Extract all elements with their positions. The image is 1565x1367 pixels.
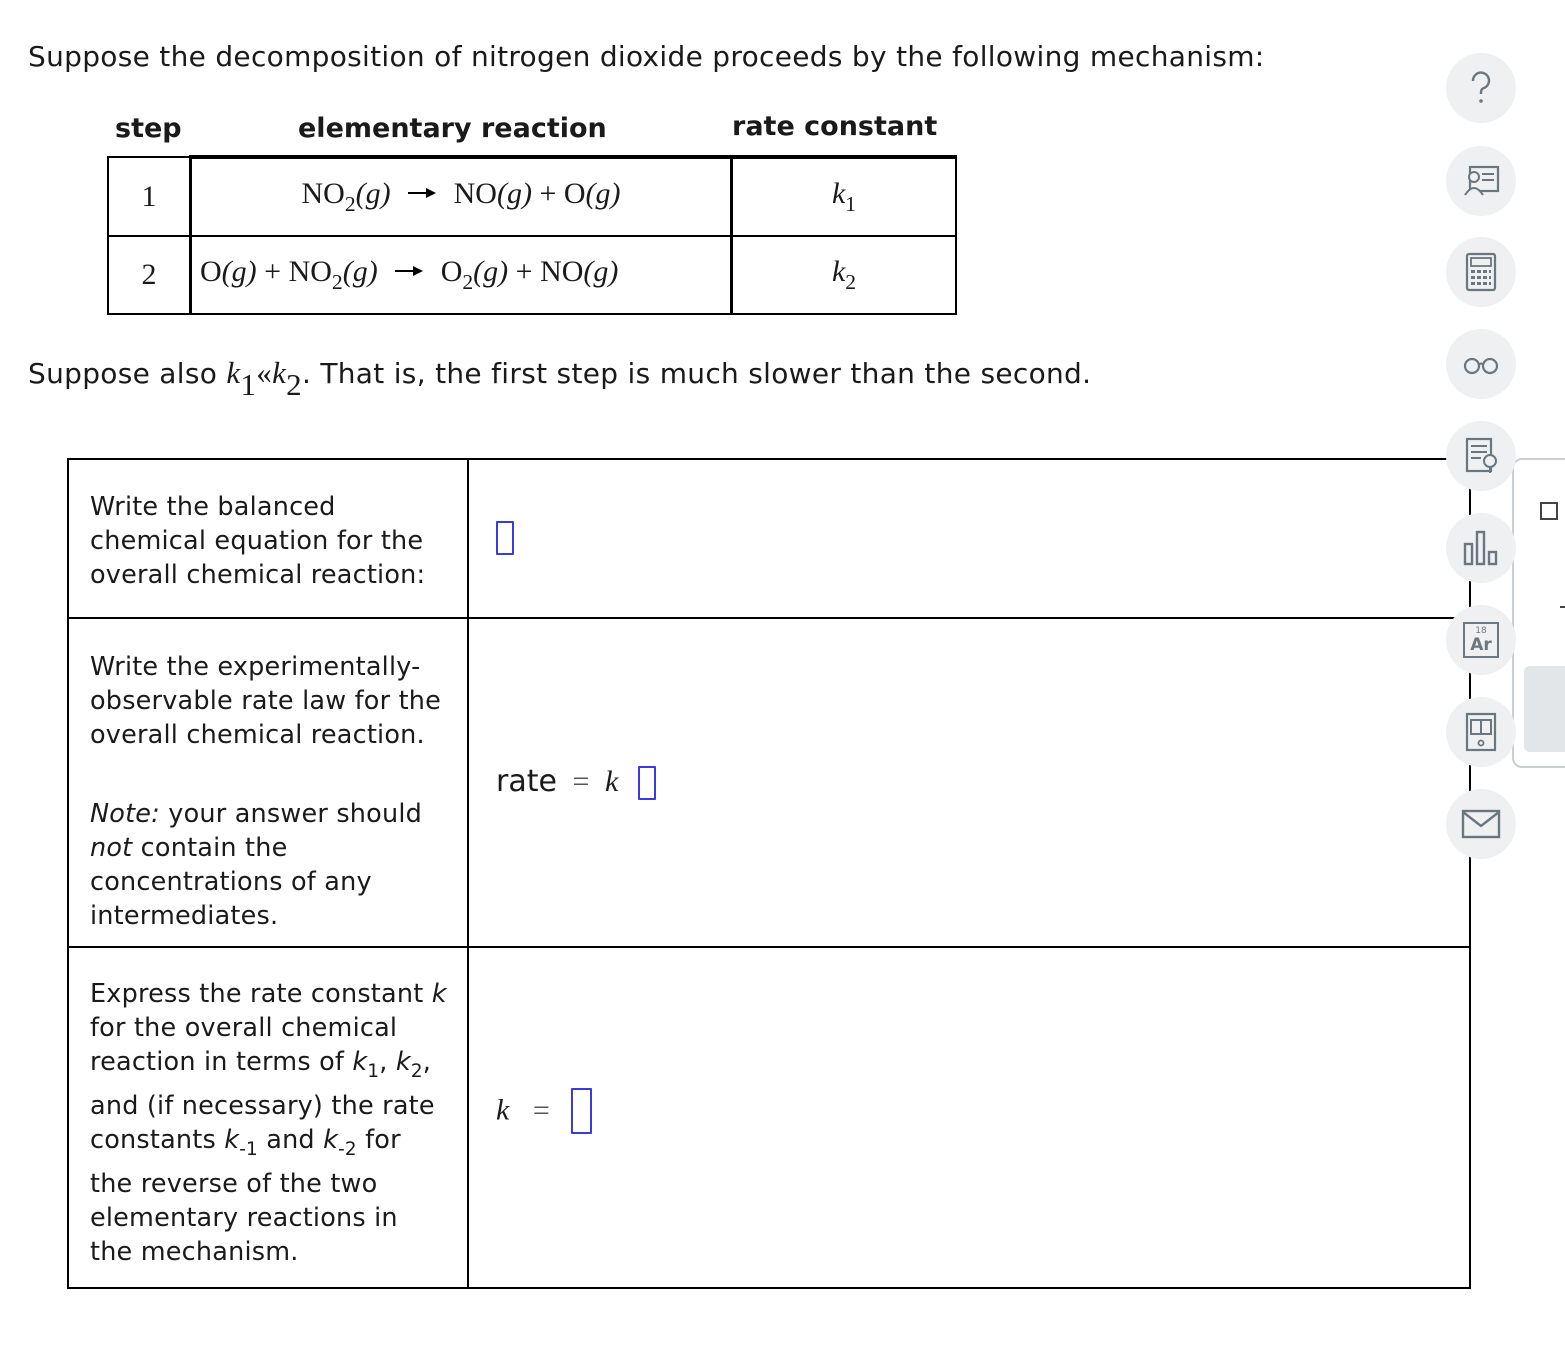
calculator-icon (1463, 251, 1499, 293)
question-cell (68, 618, 468, 947)
plus-sign: + (539, 176, 557, 210)
species: O (440, 254, 463, 288)
plus-sign: + (264, 254, 282, 288)
question-prompt (69, 948, 467, 1269)
textbook-icon (1462, 710, 1500, 754)
subscript: 1 (367, 1060, 380, 1082)
step-number: 2 (108, 236, 191, 314)
calculator-button[interactable] (1446, 237, 1516, 307)
state: (g) (496, 176, 532, 210)
mail-icon (1460, 808, 1502, 840)
data-lookup-icon (1461, 435, 1501, 477)
rate-label: rate (496, 764, 557, 799)
equals-sign: = (532, 1093, 550, 1127)
element-symbol: Ar (1470, 635, 1492, 655)
reading-button[interactable] (1446, 329, 1516, 399)
subscript: 1 (845, 192, 857, 217)
comma: , (379, 1047, 396, 1077)
mechanism-row (108, 157, 956, 236)
right-arrow-icon (395, 265, 423, 277)
mechanism-row (108, 236, 956, 314)
k-symbol: k (496, 1093, 510, 1127)
equals-sign: = (572, 765, 590, 798)
question-text: for the overall chemical reaction in terms of (90, 1013, 398, 1077)
answer-cell (468, 618, 1470, 947)
atomic-number: 18 (1475, 626, 1487, 636)
answer-table (67, 458, 1471, 1289)
elementary-reaction-1 (191, 157, 732, 236)
species: NO (288, 254, 332, 288)
subscript: 1 (240, 366, 257, 402)
plus-sign: + (515, 254, 533, 288)
subscript: 2 (845, 270, 857, 295)
periodic-table-icon (1463, 622, 1499, 658)
assumption-suffix: . That is, the first step is much slower than the second. (301, 357, 1092, 390)
note-text: your answer should (159, 799, 423, 829)
state: (g) (355, 176, 391, 210)
question-row (68, 618, 1470, 947)
header-step: step (115, 113, 182, 144)
note-text: contain the concentrations of any intermediates. (90, 833, 372, 931)
k1-symbol: k (352, 1047, 368, 1077)
much-less-than-sign: « (256, 355, 273, 390)
rate-law-expression (496, 764, 656, 800)
k-minus-2-symbol: k (323, 1124, 339, 1155)
data-button[interactable] (1446, 421, 1516, 491)
k2-symbol: k (272, 355, 287, 390)
subscript: 2 (344, 192, 356, 217)
answer-cell (468, 947, 1470, 1288)
step-number: 1 (108, 157, 191, 236)
species: NO (540, 254, 584, 288)
species: NO (453, 176, 497, 210)
state: (g) (342, 254, 378, 288)
assumption-text (28, 355, 1091, 403)
question-cell (68, 947, 468, 1288)
question-row (68, 947, 1470, 1288)
overall-equation-input[interactable] (496, 521, 514, 555)
answer-cell (468, 459, 1470, 618)
explanation-icon (1460, 161, 1502, 201)
subscript: -2 (338, 1138, 357, 1160)
k-symbol: k (604, 765, 619, 798)
textbook-button[interactable] (1446, 697, 1516, 767)
species: O (200, 254, 222, 288)
subscript: 2 (410, 1060, 423, 1082)
k1-symbol: k (226, 355, 241, 390)
k-symbol: k (431, 979, 447, 1009)
bar-chart-icon (1460, 528, 1502, 568)
right-arrow-icon (408, 187, 436, 199)
rate-constant-1 (732, 157, 957, 236)
glasses-icon (1461, 352, 1501, 376)
note-label: Note: (90, 799, 160, 829)
assumption-prefix: Suppose also (28, 357, 227, 390)
question-icon (1464, 68, 1498, 108)
rate-law-input[interactable] (638, 766, 656, 800)
k-minus-1-symbol: k (224, 1124, 240, 1155)
panel-tab[interactable] (1524, 666, 1565, 752)
state: (g) (583, 254, 619, 288)
species: O (563, 176, 586, 210)
k-symbol: k (831, 176, 846, 210)
dash-mark (1560, 606, 1565, 608)
question-cell (68, 459, 468, 618)
state: (g) (473, 254, 509, 288)
subscript: -1 (239, 1138, 258, 1160)
question-prompt-text: Write the experimentally-observable rate law for the overall chemical reaction. (90, 652, 442, 750)
question-text: and (if necessary) the rate constants (90, 1090, 435, 1155)
question-note (90, 797, 447, 933)
question-row (68, 459, 1470, 618)
rate-constant-expression (496, 1088, 592, 1134)
intro-text: Suppose the decomposition of nitrogen dioxide proceeds by the following mechanism: (28, 40, 1265, 73)
question-text: for the reverse of the two elementary reactions in the mechanism. (90, 1124, 401, 1267)
periodic-table-button[interactable] (1446, 605, 1516, 675)
elementary-reaction-2 (191, 236, 732, 314)
explanation-button[interactable] (1446, 146, 1516, 216)
species: NO (301, 176, 345, 210)
question-text: and (257, 1124, 324, 1155)
header-rate-constant: rate constant (732, 111, 938, 142)
k-symbol: k (831, 254, 846, 288)
question-text: Express the rate constant (90, 979, 432, 1009)
mail-button[interactable] (1446, 789, 1516, 859)
chart-button[interactable] (1446, 513, 1516, 583)
state: (g) (585, 176, 621, 210)
question-prompt: Write the balanced chemical equation for the overall chemical reaction: (90, 492, 426, 590)
k2-symbol: k (395, 1047, 411, 1077)
mechanism-table (107, 155, 957, 315)
state: (g) (221, 254, 257, 288)
side-panel[interactable] (1512, 458, 1565, 768)
subscript: 2 (331, 270, 343, 295)
checkbox[interactable] (1540, 502, 1558, 520)
header-elementary-reaction: elementary reaction (298, 113, 607, 144)
comma: , (422, 1047, 432, 1077)
question-prompt (69, 619, 467, 933)
help-button[interactable] (1446, 53, 1516, 123)
rate-constant-2 (732, 236, 957, 314)
subscript: 2 (462, 270, 474, 295)
rate-constant-input[interactable] (571, 1088, 592, 1134)
note-emphasis: not (90, 833, 133, 863)
subscript: 2 (286, 366, 302, 402)
